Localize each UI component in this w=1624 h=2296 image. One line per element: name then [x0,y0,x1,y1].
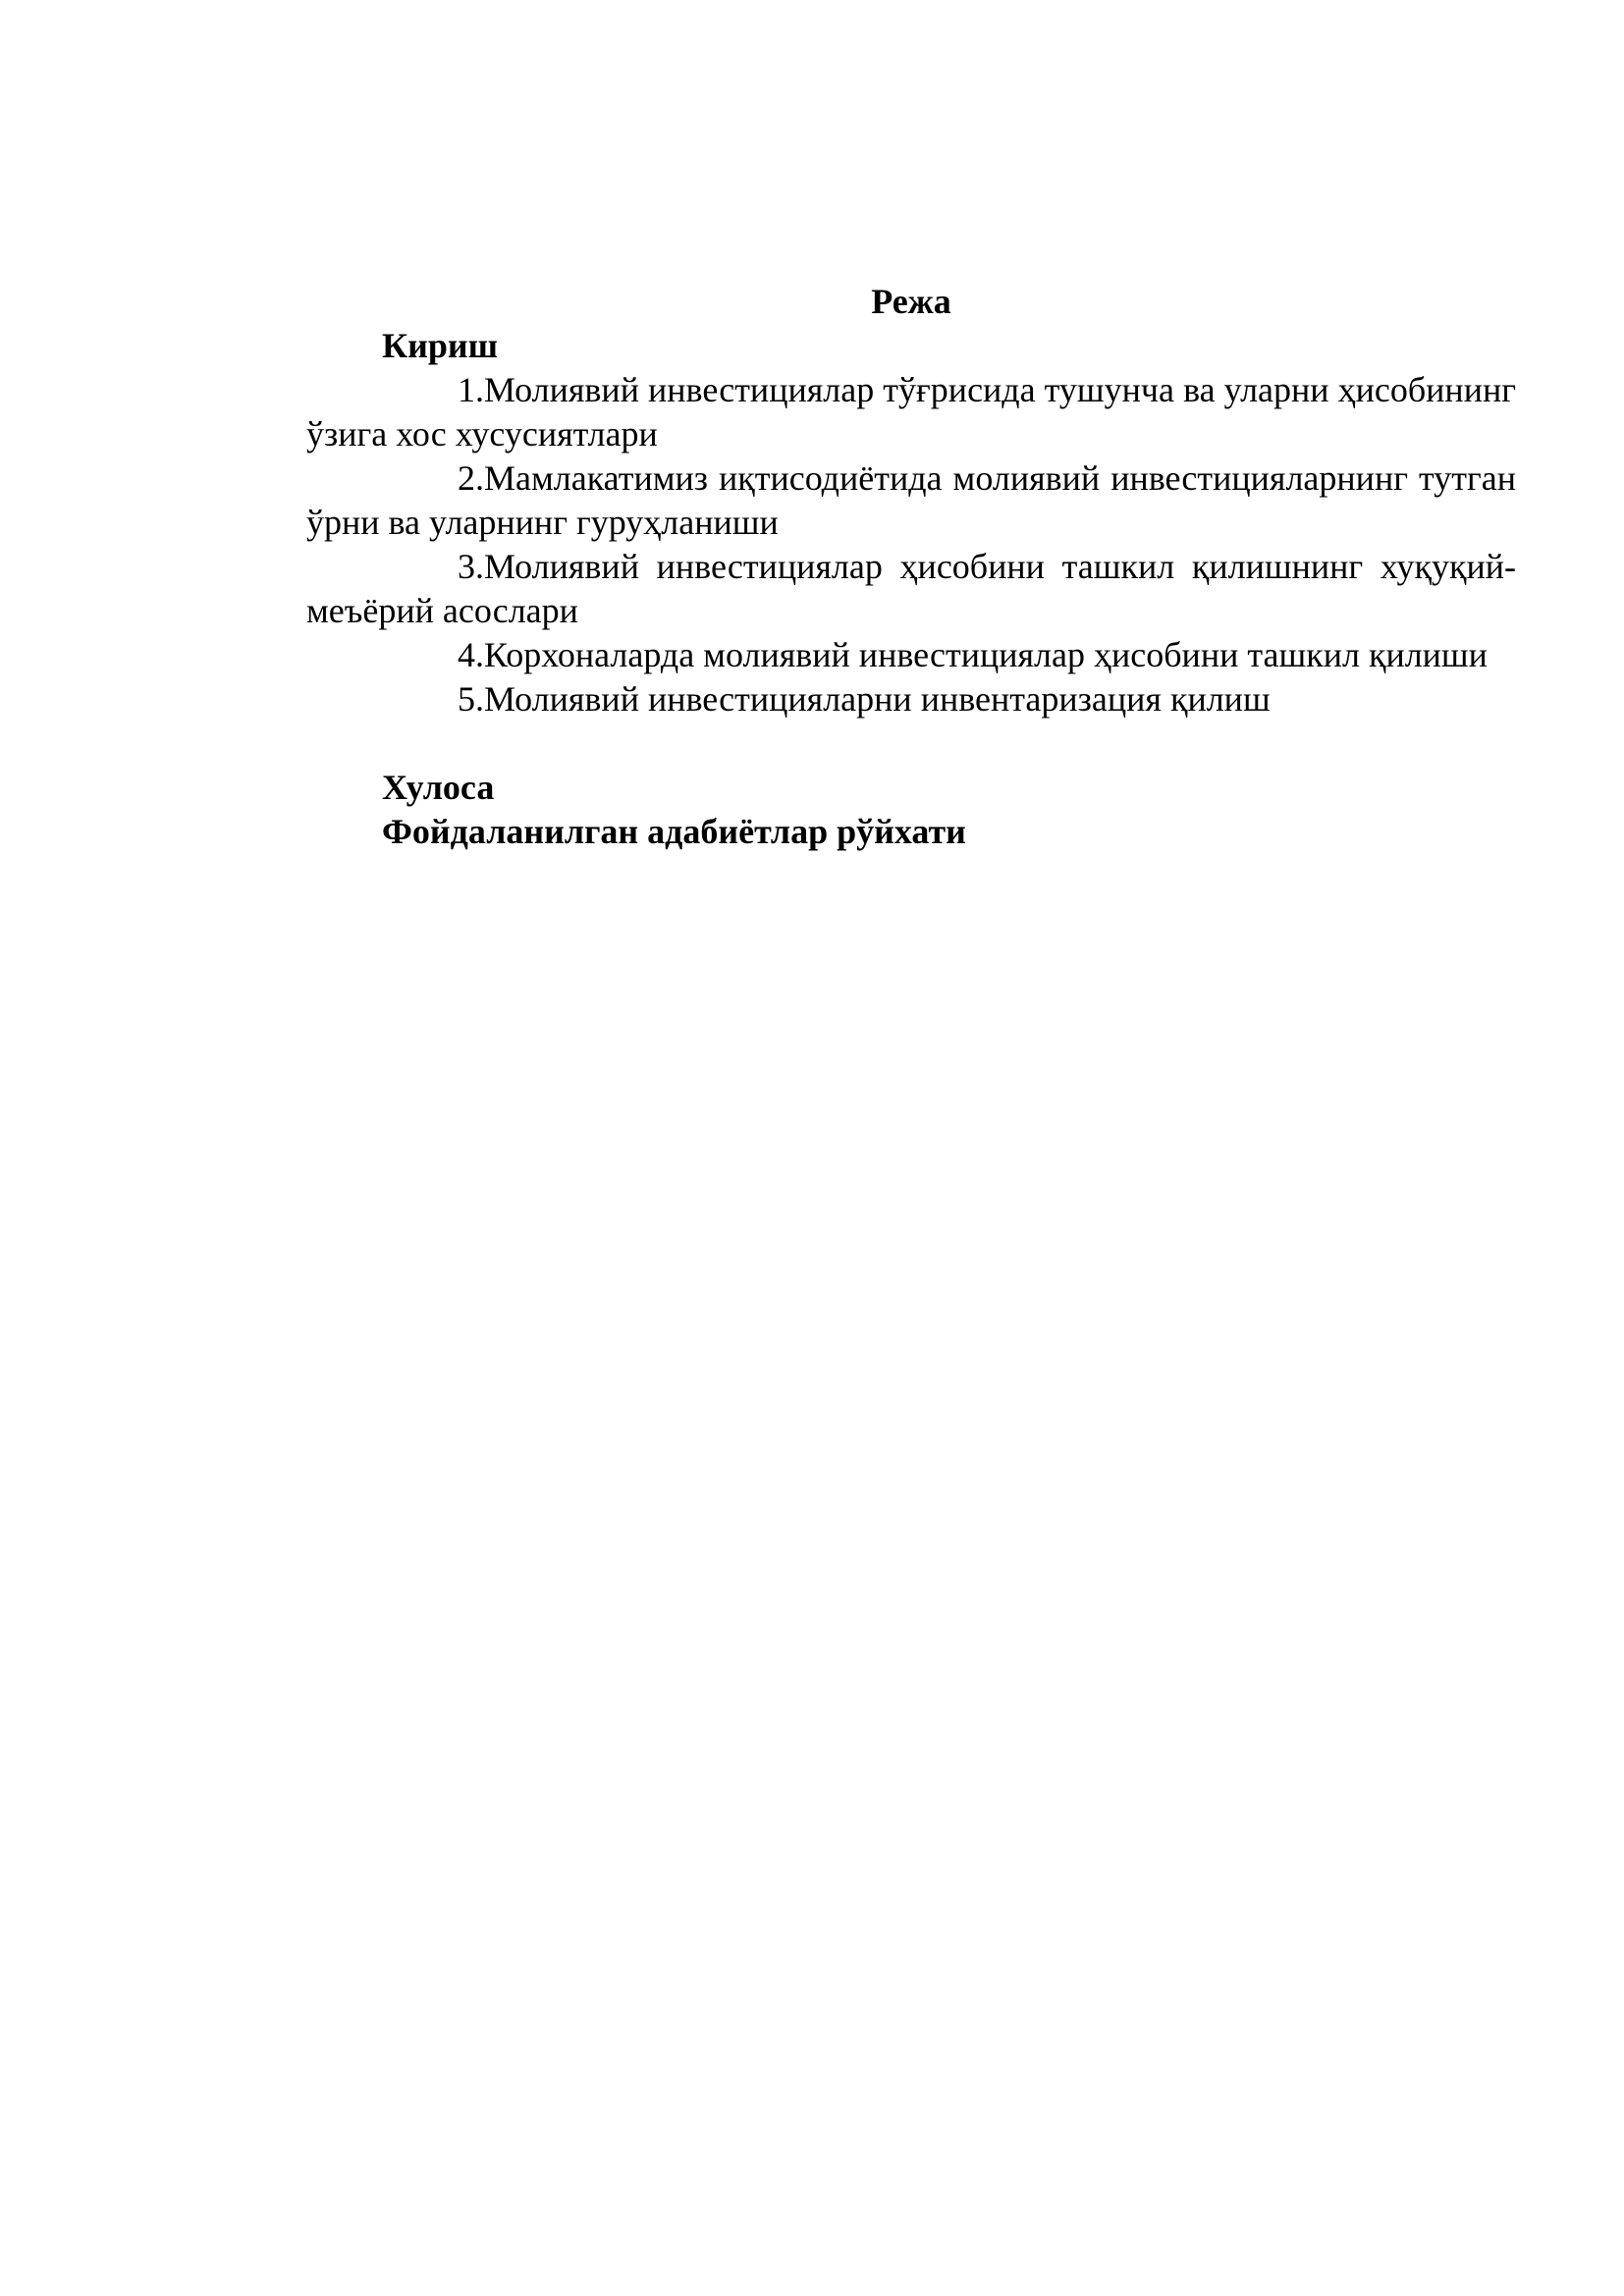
list-item [306,545,1516,633]
references-heading: Фойдаланилган адабиётлар рўйхати [382,812,966,851]
list-item-number: 3. [458,547,484,586]
conclusion-heading: Хулоса [382,768,495,807]
list-item [306,677,1516,721]
list-item-text: Мамлакатимиз иқтисодиётида молиявий инвестицияларнинг тутган ўрни ва уларнинг гуруҳланиши [306,458,1516,542]
list-item-number: 1. [458,370,484,409]
list-item-text: Корхоналарда молиявий инвестициялар ҳисобини ташкил қилиши [484,635,1488,674]
list-item-text: Молиявий инвестициялар тўғрисида тушунча ва уларни ҳисобининг ўзига хос хусусиятлари [306,370,1516,454]
list-item-number: 4. [458,635,484,674]
section-spacer [306,721,1516,766]
intro-heading: Кириш [382,326,499,365]
list-item-number: 5. [458,679,484,719]
list-item [306,633,1516,677]
list-item [306,368,1516,456]
list-item-text: Молиявий инвестицияларни инвентаризация қилиш [484,679,1271,719]
list-item-text: Молиявий инвестициялар ҳисобини ташкил қилишнинг хуқуқий-меъёрий асослари [306,547,1516,630]
document-content [306,280,1516,854]
list-item-number: 2. [458,458,484,498]
document-title: Режа [871,282,951,321]
list-item [306,456,1516,545]
